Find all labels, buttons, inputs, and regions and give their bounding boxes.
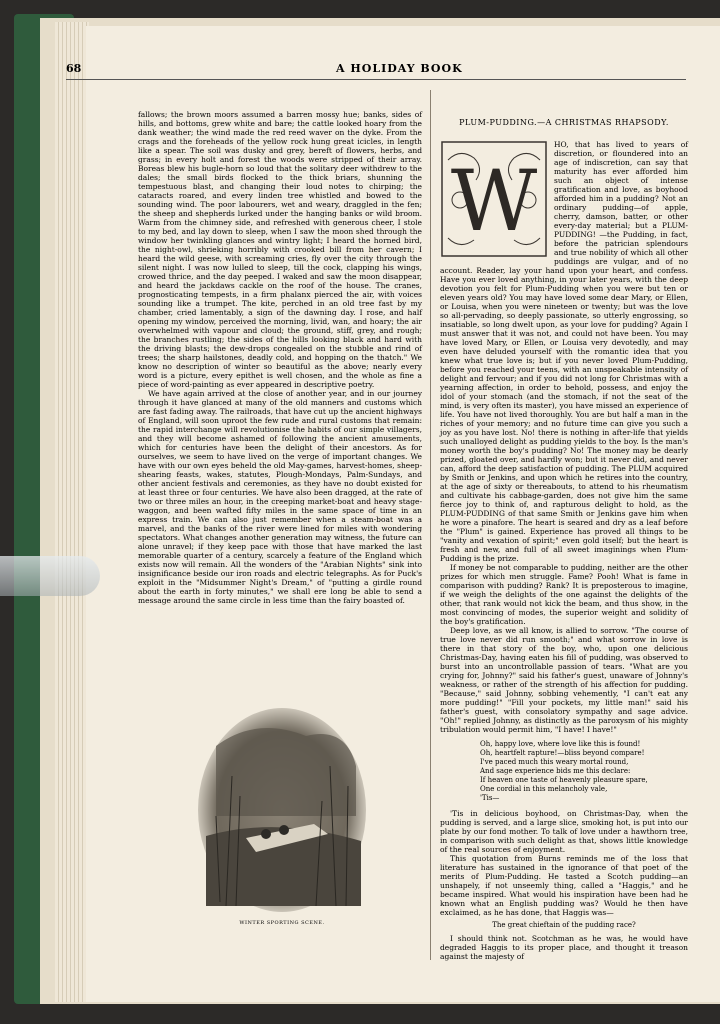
closing-paragraph: I should think not. Scotchman as he was, he would have degraded Haggis to its proper place, and thought it treason against the majesty of [440,934,688,961]
left-paragraph: fallows; the brown moors assumed a barren mossy hue; banks, sides of hills, and bottoms, grew white and bare; the cattle looked hoary from the dank weather; the wind made the red reed waver on the dyke. From the crags and the foreheads of the yellow rock hung great icicles, in length like a spear. The soil was dusky and grey, bereft of flowers, herbs, and grass; in every holt and forest the woods were stripped of their array. Boreas blew his bugle-horn so loud that the solitary deer withdrew to the dales; the small birds flocked to the thick briars, shunning the tempestuous blast, and changing their loud notes to chirping; the cataracts roared, and every linden tree whistled and bowed to the sounding wind. The poor labourers, wet and weary, draggled in the fen; the sheep and shepherds lurked under the hanging banks or wild broom. Warm from the chimney side, and refreshed with generous cheer, I stole to my bed, and lay down to sleep, when I saw the moon shed through the window her twinkling glances and wintry light; I heard the horned bird, the night-owl, shrieking horribly with crooked bill from her cavern; I heard the wild geese, with screaming cries, fly over the city through the silent night. I was now lulled to sleep, till the cock, clapping his wings, crowed thrice, and the day peeped. I waked and saw the moon disappear, and heard the jackdaws cackle on the roof of the house. The cranes, prognosticating tempests, in a firm phalanx pierced the air, with voices sounding like a trumpet. The kite, perched in an old tree fast by my chamber, cried lamentably, a sign of the dawning day. I rose, and half opening my window, perceived the morning, livid, wan, and hoary; the air overwhelmed with vapour and cloud; the ground, stiff, grey, and rough; the branches rustling; the sides of the hills looking black and hard with the driving blasts; the dew-drops congealed on the stubble and rind of trees; the sharp hailstones, deadly cold, and hopping on the thatch." We know no description of winter so beautiful as the above; nearly every word is a picture, every epithet is well chosen, and the whole as fine a piece of word-painting as ever appeared in descriptive poetry. [138,110,422,389]
verse-line: Oh, happy love, where love like this is found! [480,740,641,748]
right-column [440,140,688,961]
verse-line: And sage experience bids me this declare: [480,767,631,775]
header-rule [66,79,686,80]
winter-sporting-illustration [196,706,368,914]
verse-block [480,740,688,803]
verse-line: One cordial in this melancholy vale, [480,785,608,793]
running-head [66,62,686,80]
left-paragraph: We have again arrived at the close of another year, and in our journey through it have glanced at many of the old manners and customs which are fast fading away. The railroads, that have cut up the ancient highways of England, will soon uproot the few rude and rural customs that remain: the rapid interchange will revolutionise the habits of our simple villagers, and they will become ashamed of following the ancient amusements, which for centuries have been the delight of their ancestors. As for ourselves, we seem to have lived on the verge of important changes. We have with our own eyes beheld the old May-games, harvest-homes, sheep-shearing feasts, wakes, statutes, Plough-Mondays, Palm-Sundays, and other ancient festivals and ceremonies, as they have no doubt existed for at least three or four centuries. We have also been dragged, at the rate of two or three miles an hour, in the creeping market-boat and heavy stage-waggon, and been wafted fifty miles in the same space of time in an express train. We can also just remember when a steam-boat was a marvel, and the banks of the river were lined for miles with wondering spectators. What changes another generation may witness, the future can alone unravel; if they keep pace with those that have marked the last memorable quarter of a century, scarcely a feature of the England which exists now will remain. All the wonders of the "Arabian Nights" sink into insignificance beside our iron roads and electric telegraphs. As for Puck's exploit in the "Midsummer Night's Dream," of "putting a girdle round about the earth in forty minutes," we shall ere long be able to send a message around the same circle in less time than the fairy boasted of. [138,389,422,605]
quoted-line: The great chieftain of the pudding race? [492,921,636,929]
page-number: 68 [66,62,82,75]
right-paragraph: Deep love, as we all know, is allied to sorrow. "The course of true love never did run smooth;" and what sorrow in love is there in that story of the boy, who, upon one delicious Christmas-Day, having eaten his fill of pudding, was observed to burst into an uncontrollable passion of tears. "What are you crying for, Johnny?" said his father's guest, unaware of Johnny's weakness, or rather of the strength of his affection for pudding. "Because," said Johnny, sobbing vehemently, "I can't eat any more pudding!" "Fill your pockets, my little man!" said his father's guest, with consolatory sympathy and sage advice. "Oh!" replied Johnny, as distinctly as the paroxysm of his mighty tribulation would permit him, "I have! I have!" [440,626,688,734]
verse-line: I've paced much this weary mortal round, [480,758,629,766]
verse-line: If heaven one taste of heavenly pleasure spare, [480,776,648,784]
verse-line: Oh, heartfelt rapture!—bliss beyond compare! [480,749,645,757]
ornamental-drop-cap [440,140,548,258]
left-column [138,110,422,690]
running-title: A HOLIDAY BOOK [336,62,463,75]
illustration-caption: WINTER SPORTING SCENE. [239,920,325,926]
page-edges [55,22,89,1002]
glass-page-weight [0,556,100,596]
right-paragraph: HO, that has lived to years of discretion, or floundered into an age of indiscretion, can say that maturity has ever afforded him such an object of intense gratification and love, as boyhood afforded him in a pudding? Not an ordinary pudding—of apple, cherry, damson, batter, or other every-day material; but a PLUM-PUDDING! —the Pudding, in fact, before the patrician splendours and true nobility of which all other puddings are vulgar, and of no account. Reader, lay your hand upon your heart, and confess. Have you ever loved anything, in your later years, with the deep devotion you felt for Plum-Pudding when you were but ten or eleven years old? You may have loved some dear Mary, or Ellen, or Louisa, when you were nineteen or twenty; but was the love so all-pervading, so deeply passionate, so utterly engrossing, so insatiable, so long dwelt upon, as your love for pudding? Again I must answer that it was not, and could not have been. You may have loved Mary, or Ellen, or Louisa very devotedly, and may even have deluded yourself with the romantic idea that you knew what true love is; but if you never loved Plum-Pudding, before you reached your teens, with an unspeakable intensity of delight and fervour; and if you did not long for Christmas with a yearning affection, in order to behold, possess, and enjoy the idol of your stomach (and the stomach, if not the seat of the mind, is very often its master), you have missed an experience of life. You have not lived thoroughly. You are but half a man in the riches of your memory; and no future time can give you such a joy as you have lost. No! there is nothing in after-life that yields such unalloyed delight as pudding yields to the boy. Is the man's money worth the boy's pudding? No! The money may be dearly prized, gloated over, and hardly won; but it never did, and never can, afford the deep satisfaction of pudding. The PLUM acquired by Smith or Jenkins, and upon which he retires into the country, at the age of sixty or thereabouts, to attend to his rheumatism and cultivate his cabbage-garden, does not give him the same fierce joy to think of, and rapturous delight to hold, as the PLUM-PUDDING of that same Smith or Jenkins gave him when he wore a pinafore. The heart is seared and dry as a leaf before the "Plum" is gained. Experience has proved all things to be "vanity and vexation of spirit;" even gold itself; but the heart is fresh and new, and full of all sweet imaginings when Plum-Pudding is the prize. [440,140,688,563]
drop-cap-letter: W [450,152,538,250]
column-divider [430,90,431,960]
right-paragraph: 'Tis in delicious boyhood, on Christmas-Day, when the pudding is served, and a large slice, smoking hot, is put into our plate by our fond mother. To talk of love under a hawthorn tree, in comparison with such delight as that, shows little knowledge of the real sources of enjoyment. [440,809,688,854]
right-paragraph: This quotation from Burns reminds me of the loss that literature has sustained in the ignorance of that poet of the merits of Plum-Pudding. He tasted a Scotch pudding—an unshapely, if not unseemly thing, called a "Haggis," and he became inspired. What would his inspiration have been had he known what an English pudding was? Would he then have exclaimed, as he has done, that Haggis was— [440,854,688,917]
article-title: PLUM-PUDDING.—A CHRISTMAS RHAPSODY. [459,118,669,127]
right-paragraph: If money be not comparable to pudding, neither are the other prizes for which men struggle. Fame? Pooh! What is fame in comparison with pudding? Rank? It is preposterous to imagine, if we weigh the delights of the one against the delights of the other, that rank would not kick the beam, and thus show, in the most convincing of modes, the superior weight and solidity of the boy's gratification. [440,563,688,626]
verse-line: 'Tis— [480,794,500,802]
